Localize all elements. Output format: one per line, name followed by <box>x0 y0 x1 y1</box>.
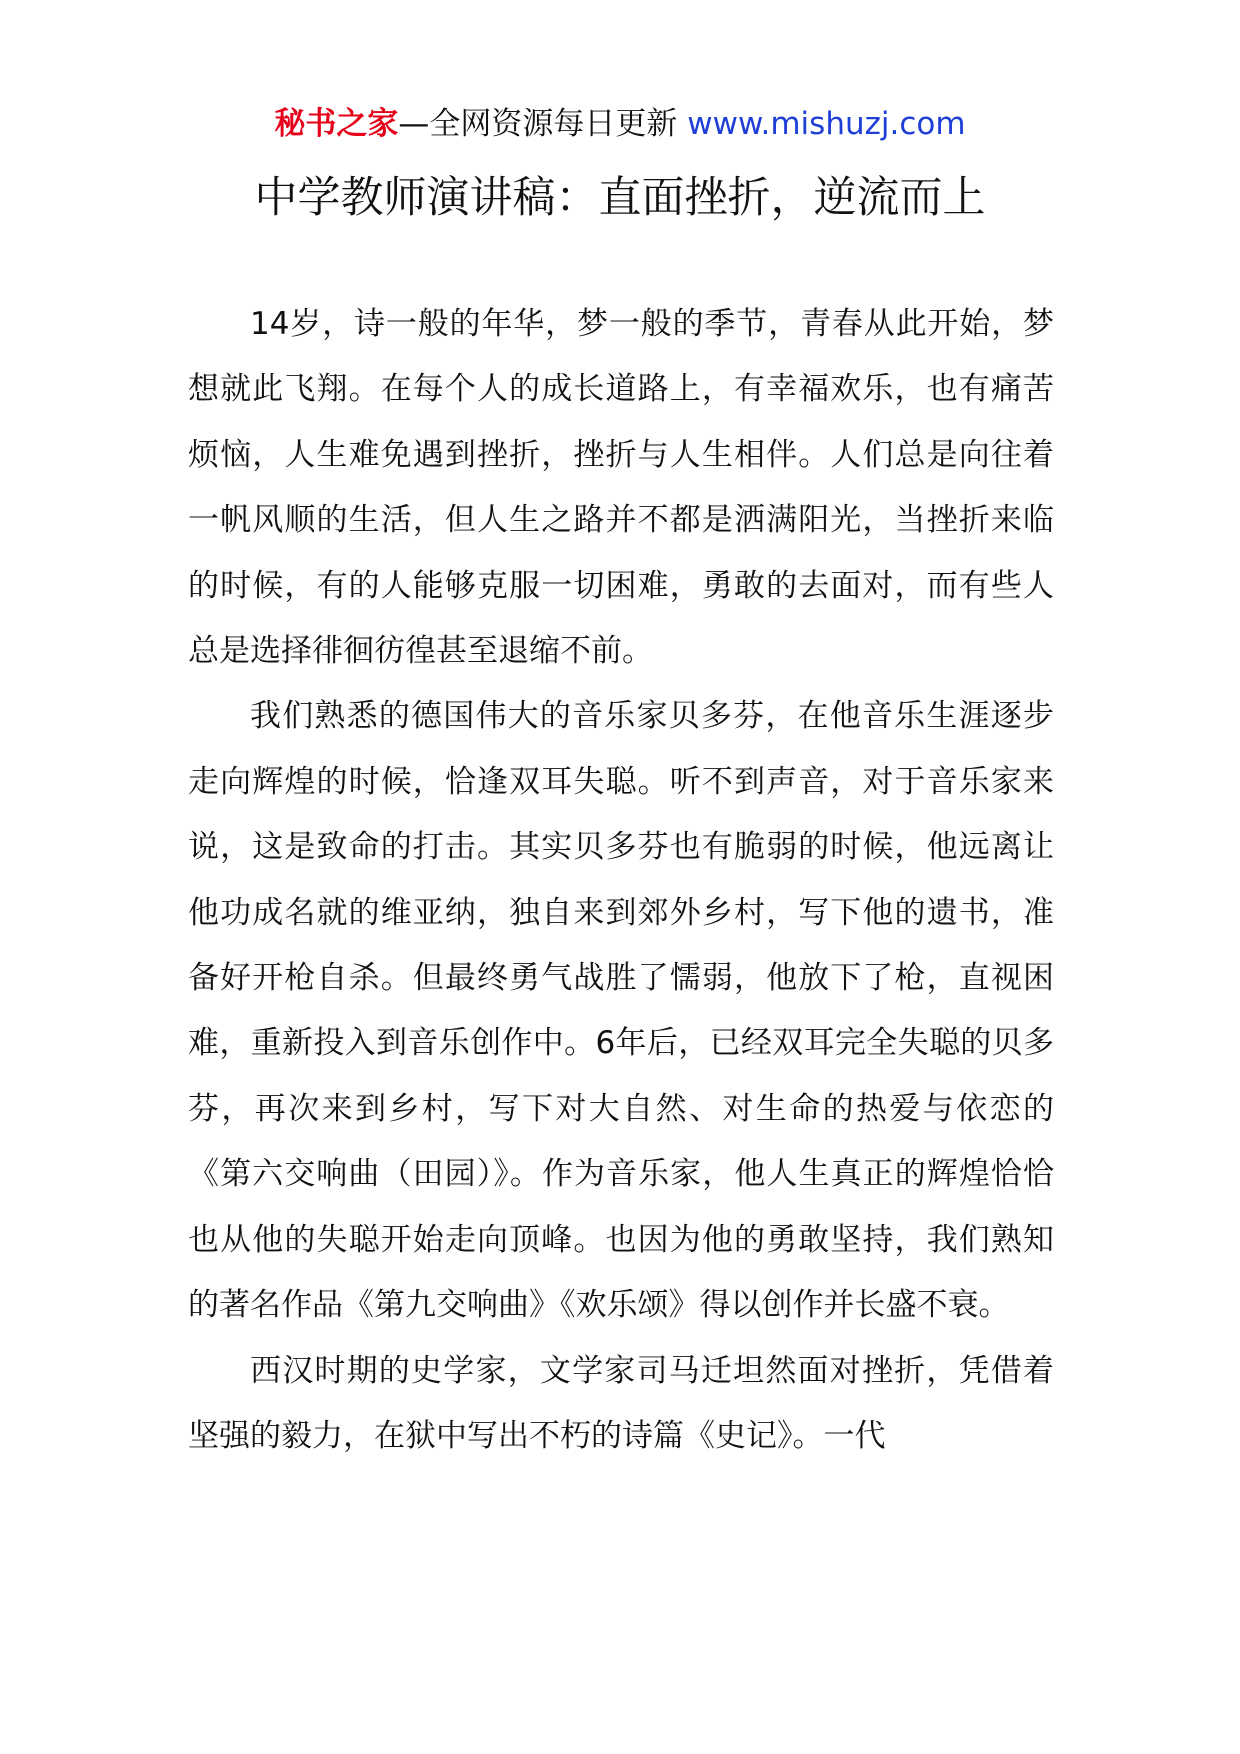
document-body <box>188 292 1054 1469</box>
brand-name: 秘书之家 <box>274 106 399 142</box>
paragraph: 14岁，诗一般的年华，梦一般的季节，青春从此开始，梦想就此飞翔。在每个人的成长道路上，有幸福欢乐，也有痛苦烦恼，人生难免遇到挫折，挫折与人生相伴。人们总是向往着一帆风顺的生活，但人生之路并不都是洒满阳光，当挫折来临的时候，有的人能够克服一切困难，勇敢的去面对，而有些人总是选择徘徊彷徨甚至退缩不前。 <box>188 306 1054 670</box>
header-tagline: —全网资源每日更新 <box>398 106 688 142</box>
paragraph: 我们熟悉的德国伟大的音乐家贝多芬，在他音乐生涯逐步走向辉煌的时候，恰逢双耳失聪。听不到声音，对于音乐家来说，这是致命的打击。其实贝多芬也有脆弱的时候，他远离让他功成名就的维亚纳，独自来到郊外乡村，写下他的遗书，准备好开枪自杀。但最终勇气战胜了懦弱，他放下了枪，直视困难，重新投入到音乐创作中。6年后，已经双耳完全失聪的贝多芬，再次来到乡村，写下对大自然、对生命的热爱与依恋的《第六交响曲（田园）》。作为音乐家，他人生真正的辉煌恰恰也从他的失聪开始走向顶峰。也因为他的勇敢坚持，我们熟知的著名作品《第九交响曲》《欢乐颂》得以创作并长盛不衰。 <box>188 698 1054 1324</box>
paragraph: 西汉时期的史学家，文学家司马迁坦然面对挫折，凭借着坚强的毅力，在狱中写出不朽的诗篇《史记》。一代 <box>188 1352 1054 1454</box>
site-header <box>0 100 1240 148</box>
site-url-link[interactable]: www.mishuzj.com <box>687 106 966 142</box>
document-title: 中学教师演讲稿：直面挫折，逆流而上 <box>254 173 986 223</box>
